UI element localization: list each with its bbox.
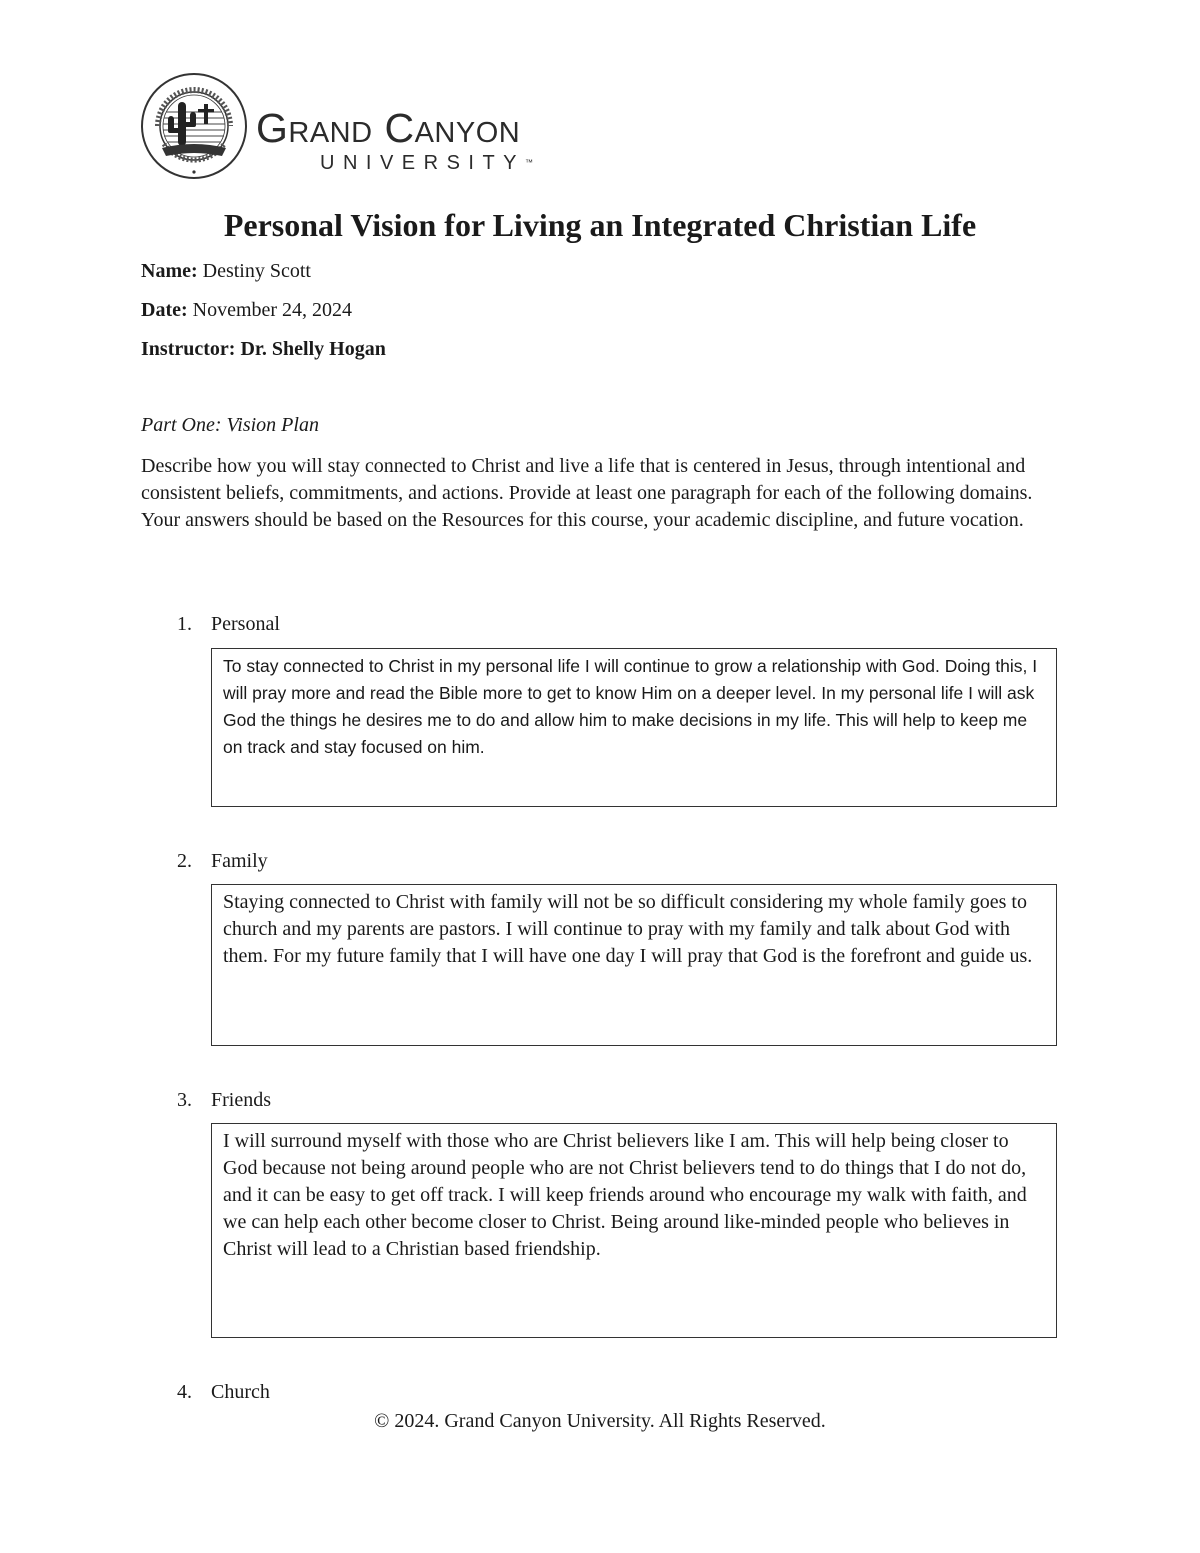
trademark-symbol: ™: [525, 158, 534, 167]
part-heading: Part One: Vision Plan: [141, 414, 319, 436]
section-number: 3.: [177, 1089, 192, 1111]
instructor-row: [141, 336, 386, 362]
answer-box-family[interactable]: Staying connected to Christ with family will not be so difficult considering my whole family goes to church and my parents are pastors. I will continue to pray with my family and talk about God with them. For my future family that I will have one day I will pray that God is the forefront and guide us.: [211, 884, 1057, 1046]
wordmark-sub-text: UNIVERSITY: [320, 152, 526, 174]
section-church-label: [177, 1379, 270, 1405]
section-number: 1.: [177, 613, 192, 635]
section-friends-label: [177, 1087, 271, 1113]
name-row: [141, 258, 311, 284]
instructions-paragraph: Describe how you will stay connected to Christ and live a life that is centered in Jesus, through intentional and consistent beliefs, commitments, and actions. Provide at least one paragraph for each of the following domains. Your answers should be based on the Resources for this course, your academic discipline, and future vocation.: [141, 455, 1033, 531]
wordmark-main: Grand Canyon: [256, 105, 521, 151]
university-logo: [140, 72, 620, 182]
date-row: [141, 297, 352, 323]
document-title: Personal Vision for Living an Integrated Christian Life: [223, 207, 977, 243]
section-title: Family: [211, 850, 268, 872]
section-number: 4.: [177, 1381, 192, 1403]
instructor-label: Instructor:: [141, 338, 236, 360]
name-value: Destiny Scott: [202, 260, 311, 282]
section-family-label: [177, 848, 268, 874]
university-seal-icon: [140, 72, 248, 180]
wordmark-sub: [320, 152, 533, 174]
section-number: 2.: [177, 850, 192, 872]
date-value: November 24, 2024: [192, 299, 353, 321]
section-personal-label: [177, 611, 280, 637]
date-label: Date:: [141, 299, 188, 321]
name-label: Name:: [141, 260, 198, 282]
section-title: Personal: [211, 613, 280, 635]
copyright-footer: © 2024. Grand Canyon University. All Rights Reserved.: [374, 1410, 826, 1432]
instructor-value: Dr. Shelly Hogan: [240, 338, 386, 360]
answer-box-personal[interactable]: To stay connected to Christ in my personal life I will continue to grow a relationship with God. Doing this, I will pray more and read the Bible more to get to know Him on a deeper level. In my personal life I will ask God the things he desires me to do and allow him to make decisions in my life. This will help to keep me on track and stay focused on him.: [211, 648, 1057, 807]
section-title: Friends: [211, 1089, 271, 1111]
university-wordmark: [256, 106, 533, 174]
section-title: Church: [211, 1381, 270, 1403]
answer-box-friends[interactable]: I will surround myself with those who are Christ believers like I am. This will help being closer to God because not being around people who are not Christ believers tend to do things that I do not do, and it can be easy to get off track. I will keep friends around who encourage my walk with faith, and we can help each other become closer to Christ. Being around like-minded people who believes in Christ will lead to a Christian based friendship.: [211, 1123, 1057, 1338]
